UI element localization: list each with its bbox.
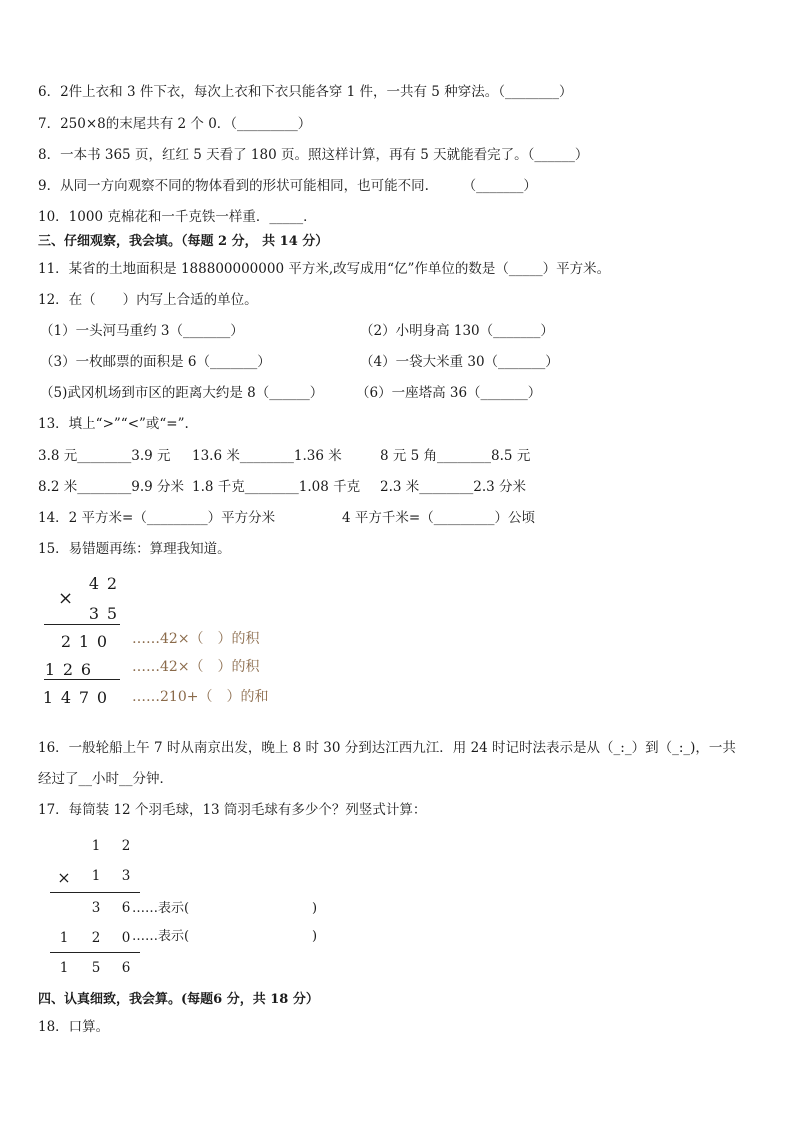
section3-heading: 三、仔细观察，我会填。（每题 2 分， 共 14 分）	[38, 234, 329, 249]
digit: 1	[44, 660, 56, 679]
note: ……表示(	[132, 929, 190, 944]
q15: 15．易错题再练：算理我知道。	[38, 541, 231, 557]
q17-vertical-calc	[46, 836, 366, 981]
note: ……42×（ ）的积	[132, 631, 260, 647]
q9: 9．从同一方向观察不同的物体看到的形状可能相同，也可能不同. （_______）	[38, 178, 537, 194]
digit: 0	[96, 632, 108, 651]
q10: 10．1000 克棉花和一千克铁一样重．_____．	[38, 209, 317, 225]
note-close: )	[312, 901, 318, 916]
digit: 7	[78, 688, 90, 707]
q14-part-b: 4 平方千米=（_________）公顷	[342, 510, 535, 526]
digit: 6	[121, 900, 131, 916]
section4-heading: 四、认真细致，我会算。(每题6 分，共 18 分）	[38, 992, 319, 1007]
q12: 12．在（ ）内写上合适的单位。	[38, 292, 258, 308]
q13-cell: 8 元 5 角________8.5 元	[380, 448, 531, 464]
note: ……表示(	[132, 901, 190, 916]
note-close: )	[312, 929, 318, 944]
times-sign: ×	[57, 868, 71, 887]
q11: 11．某省的土地面积是 188800000000 平方米,改写成用“亿”作单位的数是（_____）平方米。	[38, 261, 611, 277]
digit: 1	[59, 960, 69, 976]
digit: 2	[121, 838, 131, 854]
digit: 1	[78, 632, 90, 651]
digit: 2	[60, 632, 72, 651]
q13-cell: 2.3 米________2.3 分米	[380, 479, 527, 495]
q13-cell: 13.6 米________1.36 米	[192, 448, 342, 464]
q12-item-4: （4）一袋大米重 30（_______）	[360, 354, 559, 370]
q13-cell: 1.8 千克________1.08 千克	[192, 479, 361, 495]
rule-line	[50, 952, 140, 953]
digit: 2	[106, 574, 118, 593]
digit: 0	[96, 688, 108, 707]
q15-vertical-calc	[40, 570, 340, 720]
q12-item-6: （6）一座塔高 36（_______）	[356, 385, 542, 401]
q12-item-2: （2）小明身高 130（_______）	[360, 323, 554, 339]
digit: 2	[62, 660, 74, 679]
q13: 13．填上“>”“<”或“=”.	[38, 416, 189, 432]
digit: 4	[88, 574, 100, 593]
digit: 1	[91, 838, 101, 854]
q13-cell: 3.8 元________3.9 元	[38, 448, 171, 464]
digit: 3	[91, 900, 101, 916]
q13-cell: 8.2 米________9.9 分米	[38, 479, 185, 495]
q12-item-5: （5)武冈机场到市区的距离大约是 8（______）	[40, 385, 324, 401]
note: ……42×（ ）的积	[132, 659, 260, 675]
digit: 2	[91, 930, 101, 946]
rule-line	[50, 892, 140, 893]
digit: 5	[91, 960, 101, 976]
q8: 8．一本书 365 页，红红 5 天看了 180 页。照这样计算，再有 5 天就能看完了。（______）	[38, 147, 589, 163]
digit: 4	[60, 688, 72, 707]
times-sign: ×	[58, 588, 74, 609]
digit: 3	[121, 868, 131, 884]
digit: 1	[91, 868, 101, 884]
q6: 6．2件上衣和 3 件下衣，每次上衣和下衣只能各穿 1 件，一共有 5 种穿法。（________）	[38, 84, 573, 100]
q12-item-1: （1）一头河马重约 3（_______）	[40, 323, 244, 339]
q18: 18．口算。	[38, 1019, 110, 1035]
digit: 5	[106, 604, 118, 623]
digit: 1	[59, 930, 69, 946]
q14-part-a: 14．2 平方米=（_________）平方分米	[38, 510, 276, 526]
q17: 17．每筒装 12 个羽毛球，13 筒羽毛球有多少个？列竖式计算：	[38, 802, 427, 818]
digit: 0	[121, 930, 131, 946]
q7: 7．250×8的末尾共有 2 个 0．（_________）	[38, 116, 312, 132]
rule-line	[44, 624, 120, 625]
note: ……210+（ ）的和	[132, 689, 269, 705]
digit: 6	[80, 660, 92, 679]
q12-item-3: （3）一枚邮票的面积是 6（_______）	[40, 354, 271, 370]
q16-line1: 16．一般轮船上午 7 时从南京出发，晚上 8 时 30 分到达江西九江．用 24 时记时法表示是从（_:_）到（_:_)，一共	[38, 740, 736, 756]
q16-line2: 经过了__小时__分钟．	[38, 771, 173, 787]
digit: 3	[88, 604, 100, 623]
digit: 1	[42, 688, 54, 707]
digit: 6	[121, 960, 131, 976]
rule-line	[44, 679, 120, 680]
